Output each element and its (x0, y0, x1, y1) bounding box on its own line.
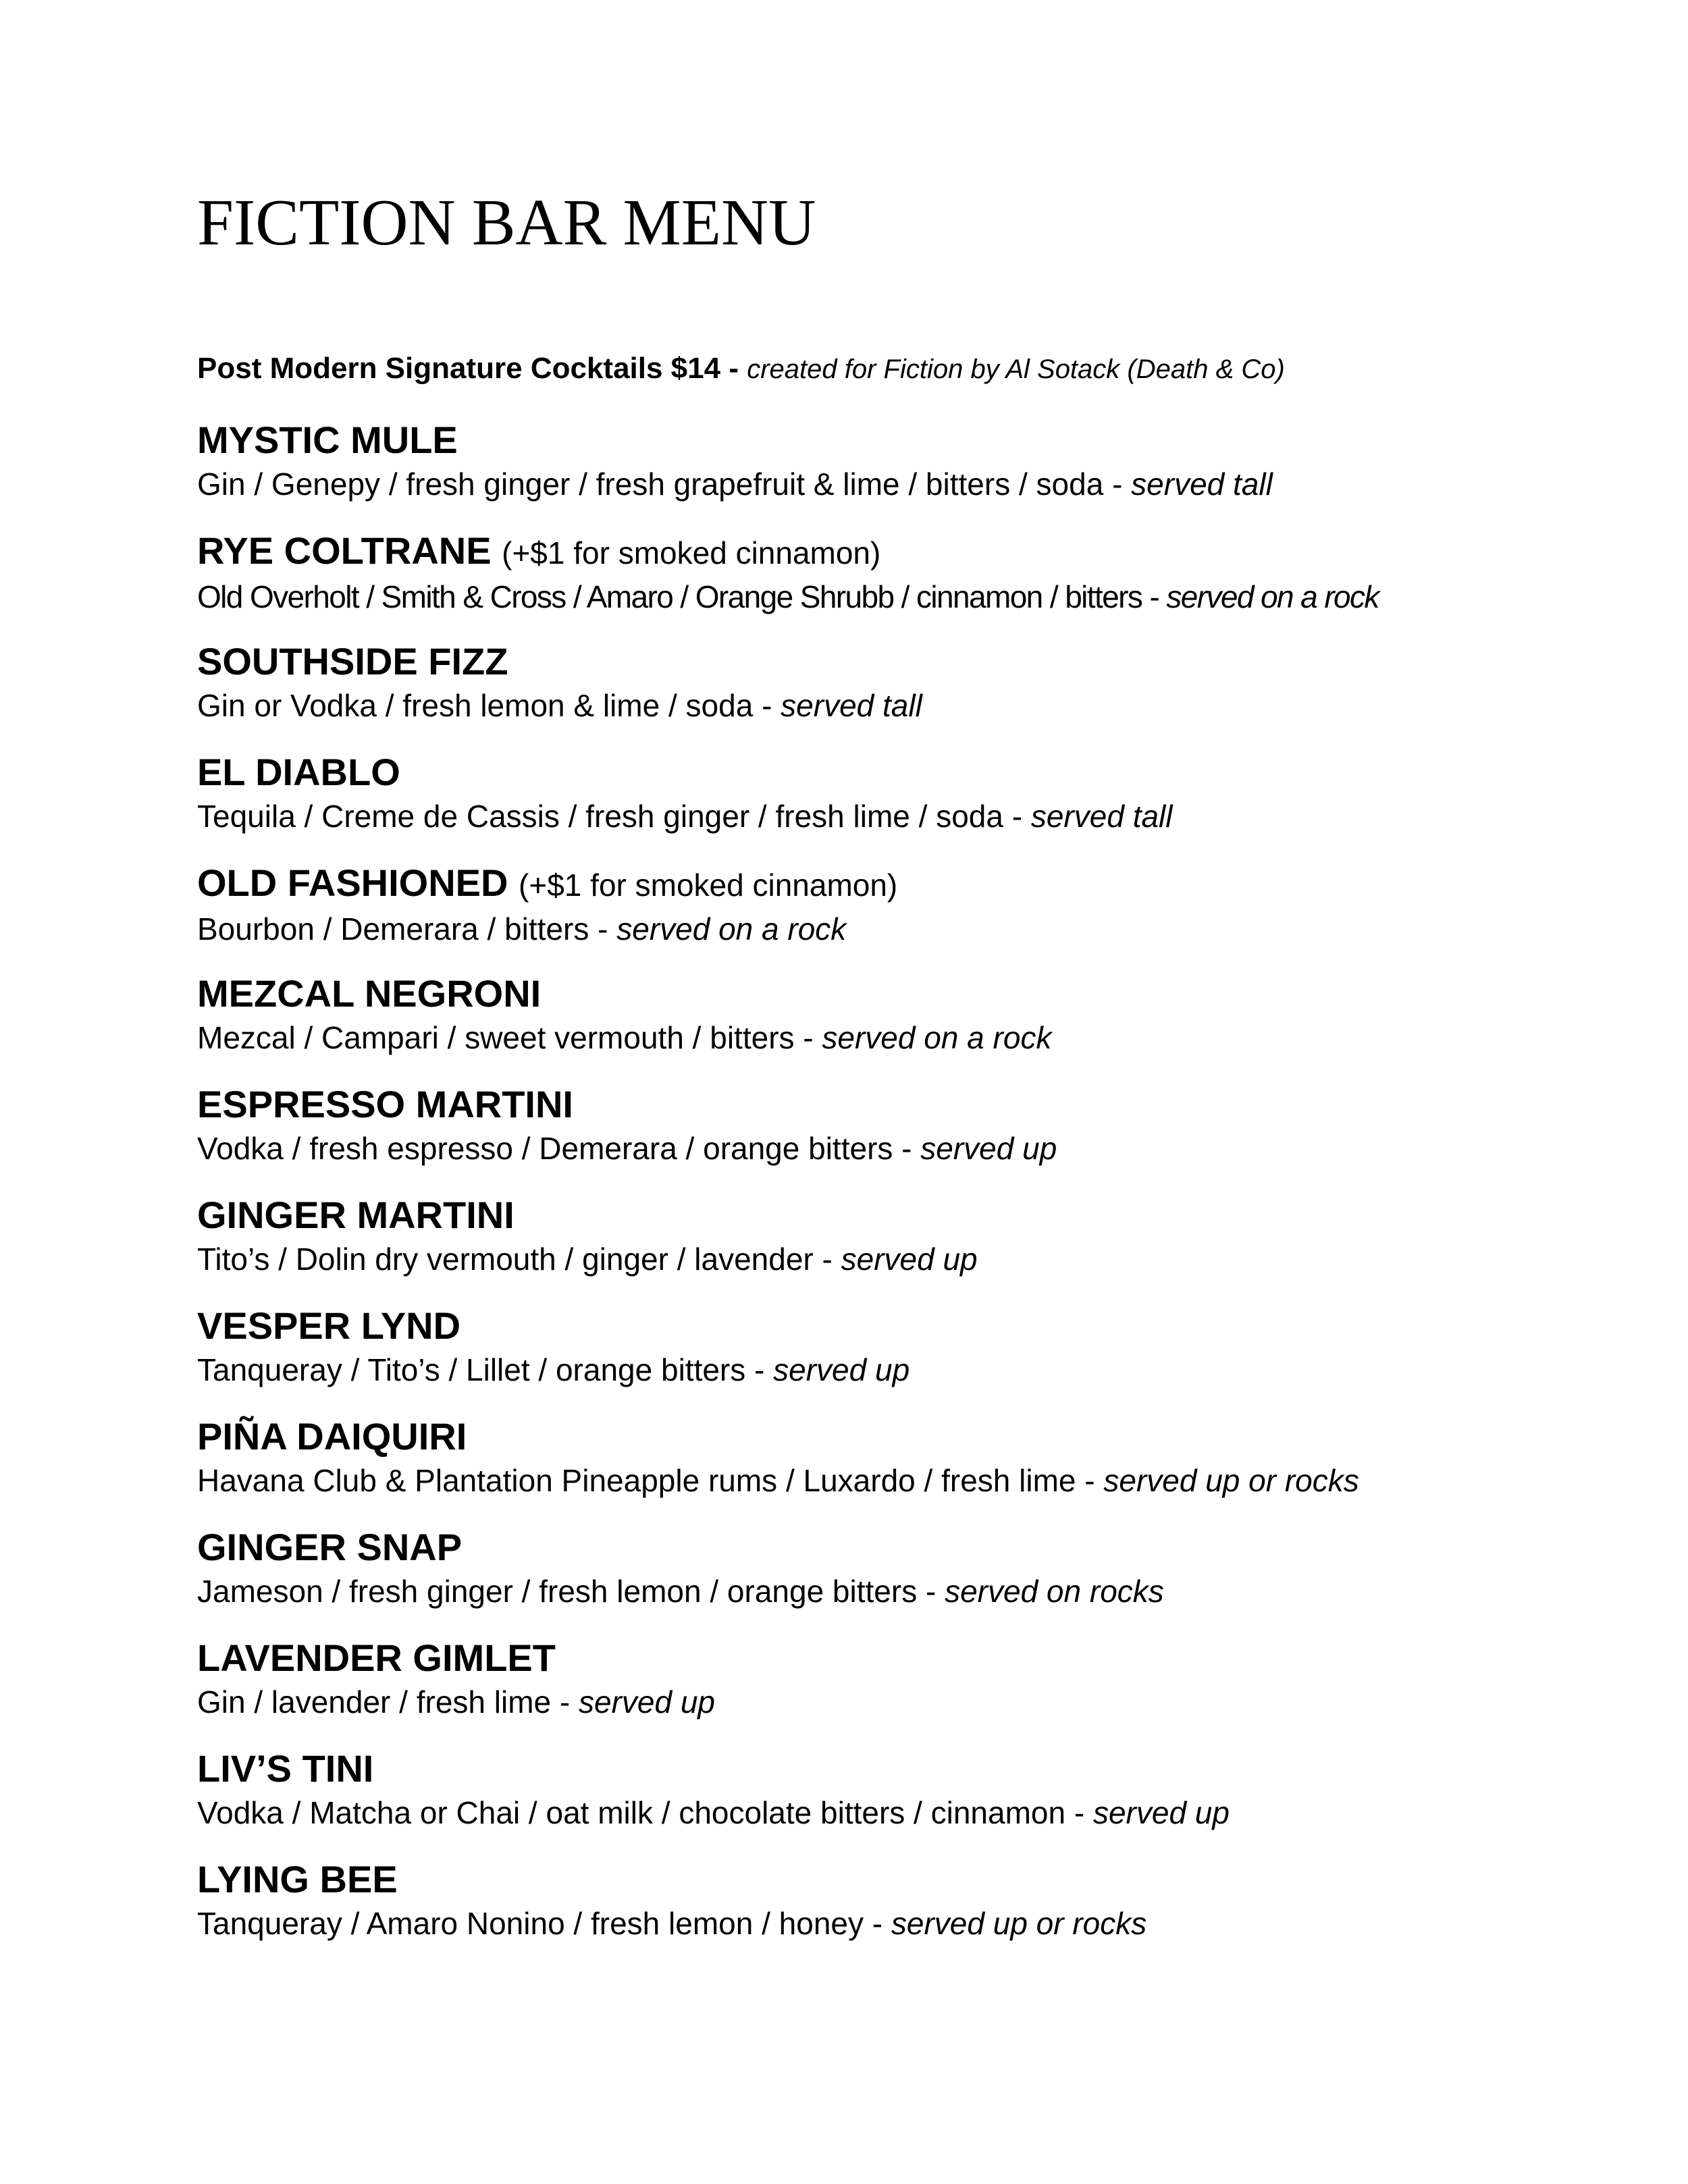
ingredients: Gin or Vodka / fresh lemon & lime / soda - (197, 688, 781, 723)
cocktail-description (197, 577, 1379, 617)
menu-item (197, 970, 1051, 1058)
cocktail-name: GINGER MARTINI (197, 1194, 515, 1236)
service-style: served up (841, 1242, 978, 1277)
menu-item (197, 1413, 1359, 1501)
cocktail-name: PIÑA DAIQUIRI (197, 1415, 467, 1458)
service-style: served tall (1131, 467, 1273, 502)
service-style: served up (1092, 1795, 1230, 1830)
service-style: served up (578, 1684, 715, 1720)
menu-item (197, 1081, 1057, 1169)
service-style: served up (773, 1352, 910, 1387)
menu-item (197, 527, 1379, 617)
menu-item (197, 1745, 1230, 1833)
page-title: FICTION BAR MENU (197, 186, 816, 259)
ingredients: Mezcal / Campari / sweet vermouth / bitters - (197, 1020, 822, 1055)
menu-item (197, 638, 922, 726)
cocktail-description (197, 796, 1173, 836)
ingredients: Gin / Genepy / fresh ginger / fresh grapefruit & lime / bitters / soda - (197, 467, 1132, 502)
service-style: served on a rock (822, 1020, 1052, 1055)
cocktail-name: OLD FASHIONED (+$1 for smoked cinnamon) (197, 861, 898, 904)
ingredients: Vodka / Matcha or Chai / oat milk / chocolate bitters / cinnamon - (197, 1795, 1093, 1830)
ingredients: Gin / lavender / fresh lime - (197, 1684, 579, 1720)
menu-item (197, 417, 1273, 504)
cocktail-name: SOUTHSIDE FIZZ (197, 640, 508, 683)
menu-item (197, 749, 1173, 836)
cocktail-name: LAVENDER GIMLET (197, 1636, 556, 1679)
cocktail-name: LYING BEE (197, 1858, 398, 1900)
ingredients: Tanqueray / Tito’s / Lillet / orange bitters - (197, 1352, 774, 1387)
menu-item (197, 1192, 978, 1279)
ingredients: Havana Club & Plantation Pineapple rums / Luxardo / fresh lime - (197, 1463, 1104, 1498)
cocktail-description (197, 909, 897, 949)
service-style: served on a rock (616, 911, 847, 947)
cocktail-name: MEZCAL NEGRONI (197, 972, 542, 1015)
cocktail-description (197, 1460, 1359, 1501)
service-style: served tall (1030, 799, 1173, 834)
cocktail-description (197, 1682, 715, 1722)
ingredients: Tito’s / Dolin dry vermouth / ginger / lavender - (197, 1242, 841, 1277)
section-header (197, 350, 1285, 388)
cocktail-description (197, 1017, 1051, 1058)
menu-item (197, 1634, 715, 1722)
cocktail-name: VESPER LYND (197, 1304, 461, 1347)
cocktail-description (197, 1903, 1146, 1944)
cocktail-description (197, 464, 1273, 504)
cocktail-description (197, 1792, 1230, 1833)
cocktail-note: (+$1 for smoked cinnamon) (519, 868, 898, 903)
cocktail-description (197, 1239, 978, 1279)
cocktail-name: EL DIABLO (197, 751, 400, 793)
menu-item (197, 1856, 1146, 1944)
cocktail-name: LIV’S TINI (197, 1747, 374, 1790)
section-credit: created for Fiction by Al Sotack (Death & Co) (747, 354, 1285, 384)
section-name: Post Modern Signature Cocktails $14 - (197, 352, 739, 385)
service-style: served up or rocks (891, 1906, 1147, 1941)
cocktail-name: ESPRESSO MARTINI (197, 1083, 573, 1125)
ingredients: Jameson / fresh ginger / fresh lemon / orange bitters - (197, 1574, 945, 1609)
service-style: served on rocks (945, 1574, 1164, 1609)
service-style: served up or rocks (1103, 1463, 1359, 1498)
cocktail-name: MYSTIC MULE (197, 419, 458, 461)
cocktail-name: GINGER SNAP (197, 1526, 463, 1568)
cocktail-description (197, 685, 922, 726)
menu-item (197, 1302, 909, 1390)
ingredients: Old Overholt / Smith & Cross / Amaro / Orange Shrubb / cinnamon / bitters - (197, 579, 1167, 614)
ingredients: Vodka / fresh espresso / Demerara / orange bitters - (197, 1131, 921, 1166)
service-style: served tall (781, 688, 922, 723)
service-style: served up (920, 1131, 1057, 1166)
ingredients: Tanqueray / Amaro Nonino / fresh lemon / honey - (197, 1906, 891, 1941)
cocktail-description (197, 1350, 909, 1390)
ingredients: Bourbon / Demerara / bitters - (197, 911, 617, 947)
cocktail-description (197, 1571, 1164, 1612)
cocktail-description (197, 1128, 1057, 1169)
menu-item (197, 1524, 1164, 1612)
cocktail-name: RYE COLTRANE (+$1 for smoked cinnamon) (197, 529, 881, 572)
ingredients: Tequila / Creme de Cassis / fresh ginger / fresh lime / soda - (197, 799, 1031, 834)
cocktail-note: (+$1 for smoked cinnamon) (502, 535, 881, 570)
service-style: served on a rock (1166, 579, 1379, 614)
menu-item (197, 859, 897, 949)
